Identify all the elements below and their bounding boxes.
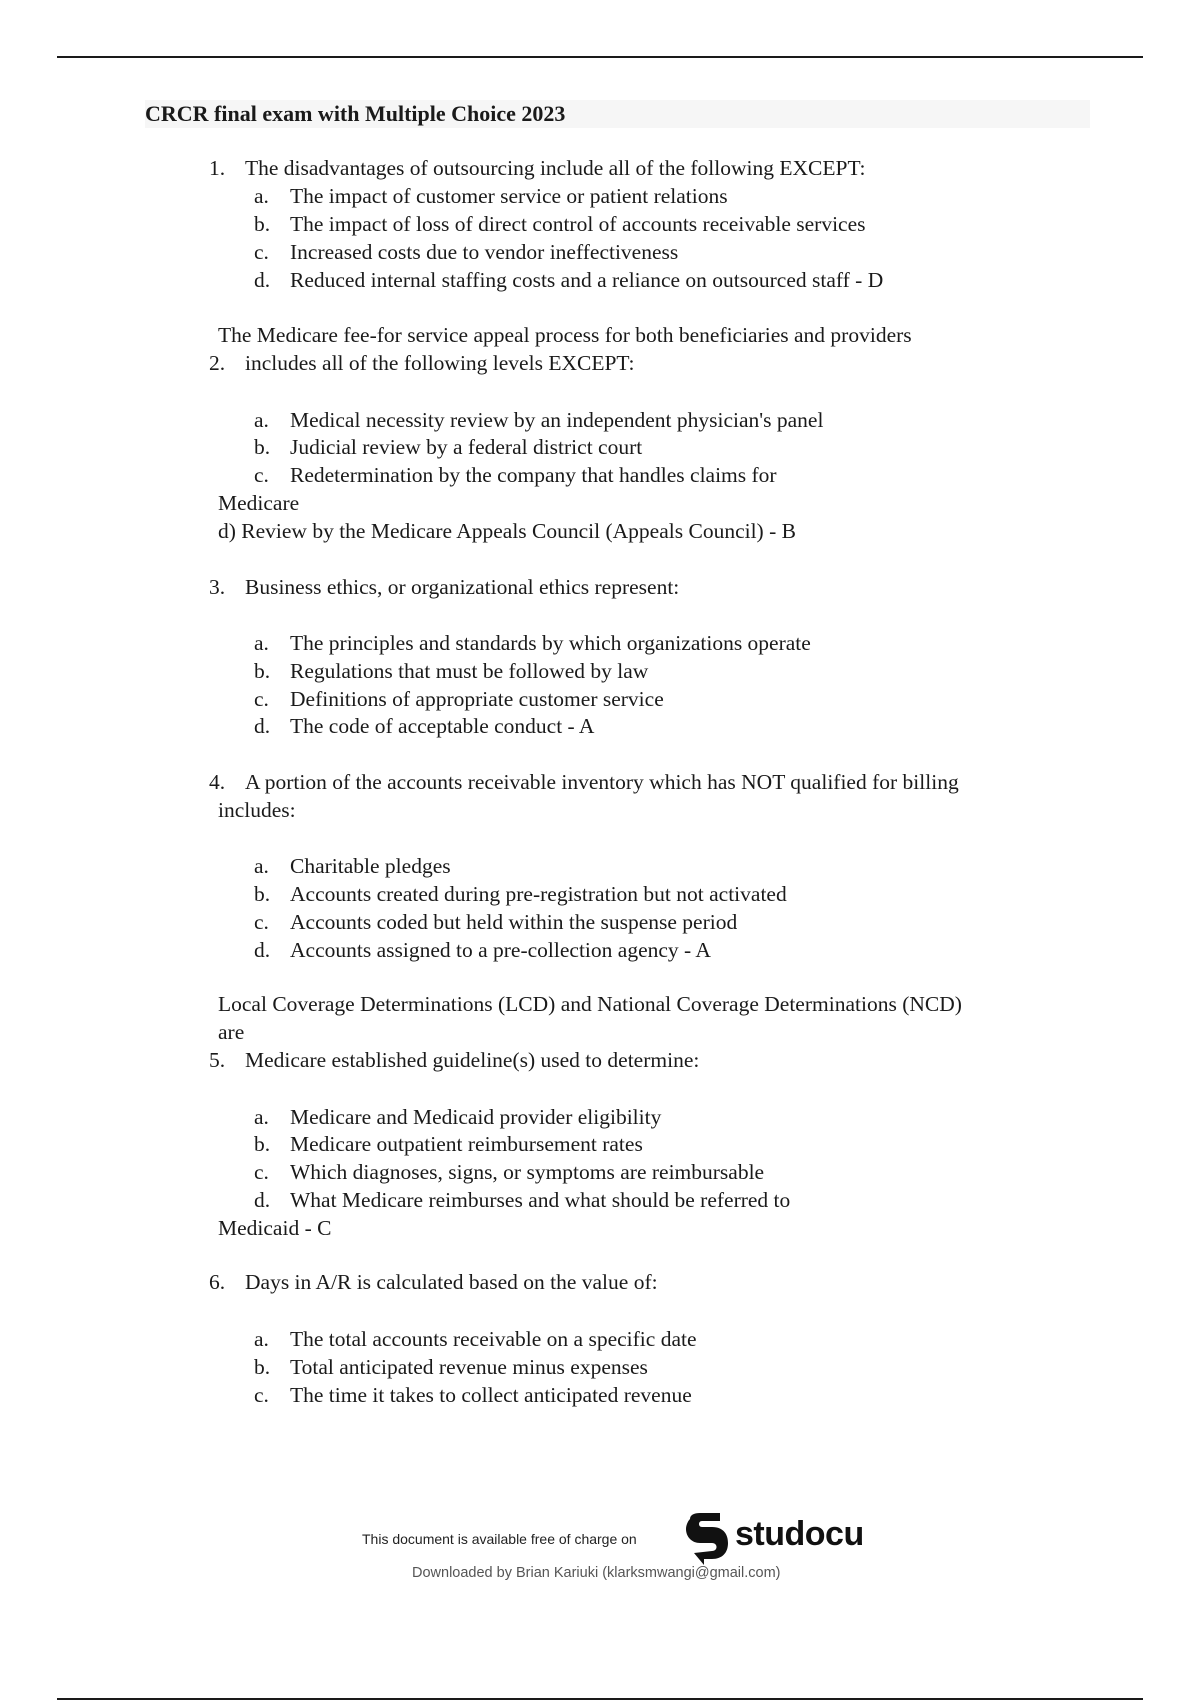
question-text: includes all of the following levels EXCEPT: <box>245 351 635 375</box>
question-pre-text: The Medicare fee-for service appeal process for both beneficiaries and providers <box>218 323 912 347</box>
option-letter: c. <box>254 1383 269 1407</box>
option-continuation: Medicaid - C <box>218 1216 332 1240</box>
footer-note: This document is available free of charge on <box>362 1531 637 1547</box>
option-text: The principles and standards by which organizations operate <box>290 631 811 655</box>
option-text: The impact of loss of direct control of accounts receivable services <box>290 212 866 236</box>
option-letter: b. <box>254 882 271 906</box>
document-title: CRCR final exam with Multiple Choice 2023 <box>145 100 1090 128</box>
option-letter: a. <box>254 184 269 208</box>
option-text: Which diagnoses, signs, or symptoms are reimbursable <box>290 1160 765 1184</box>
question-pre-text: Local Coverage Determinations (LCD) and National Coverage Determinations (NCD) <box>218 992 962 1016</box>
option-letter: d. <box>254 1188 271 1212</box>
option-text: Medical necessity review by an independent physician's panel <box>290 408 824 432</box>
option-text: The time it takes to collect anticipated revenue <box>290 1383 692 1407</box>
option-text: Definitions of appropriate customer service <box>290 687 664 711</box>
question-number: 6. <box>209 1270 226 1294</box>
option-letter: c. <box>254 1160 269 1184</box>
option-text: Medicare outpatient reimbursement rates <box>290 1132 643 1156</box>
question-number: 2. <box>209 351 226 375</box>
downloaded-by: Downloaded by Brian Kariuki (klarksmwangi@gmail.com) <box>412 1565 781 1581</box>
option-text: Regulations that must be followed by law <box>290 659 649 683</box>
option-letter: d. <box>254 268 271 292</box>
option-letter: a. <box>254 408 269 432</box>
question-number: 4. <box>209 770 226 794</box>
option-letter: b. <box>254 212 271 236</box>
question-number: 5. <box>209 1048 226 1072</box>
option-text: Charitable pledges <box>290 854 451 878</box>
question-pre-text: are <box>218 1020 245 1044</box>
option-text: Total anticipated revenue minus expenses <box>290 1355 648 1379</box>
option-text: Increased costs due to vendor ineffectiveness <box>290 240 679 264</box>
option-letter: c. <box>254 910 269 934</box>
option-letter: c. <box>254 463 269 487</box>
question-text: The disadvantages of outsourcing include all of the following EXCEPT: <box>245 156 866 180</box>
option-letter: b. <box>254 1132 271 1156</box>
option-text: Redetermination by the company that handles claims for <box>290 463 777 487</box>
studocu-brand[interactable]: studocu <box>735 1515 864 1553</box>
option-letter: d. <box>254 714 271 738</box>
option-text: The impact of customer service or patient relations <box>290 184 728 208</box>
option-letter: d. <box>254 938 271 962</box>
option-letter: a. <box>254 1327 269 1351</box>
option-letter: a. <box>254 1105 269 1129</box>
option-text: What Medicare reimburses and what should be referred to <box>290 1188 791 1212</box>
option-text: Accounts coded but held within the suspense period <box>290 910 738 934</box>
option-text: Reduced internal staffing costs and a reliance on outsourced staff - D <box>290 268 884 292</box>
question-number: 1. <box>209 156 226 180</box>
option-text: Medicare and Medicaid provider eligibility <box>290 1105 662 1129</box>
option-letter: b. <box>254 435 271 459</box>
option-text: Accounts assigned to a pre-collection agency - A <box>290 938 711 962</box>
question-text: A portion of the accounts receivable inventory which has NOT qualified for billing <box>245 770 959 794</box>
option-text: d) Review by the Medicare Appeals Council (Appeals Council) - B <box>218 519 796 543</box>
question-text: Days in A/R is calculated based on the value of: <box>245 1270 658 1294</box>
question-continuation: includes: <box>218 798 296 822</box>
top-rule <box>57 56 1143 58</box>
option-text: The total accounts receivable on a specific date <box>290 1327 697 1351</box>
question-text: Business ethics, or organizational ethics represent: <box>245 575 680 599</box>
option-text: Accounts created during pre-registration but not activated <box>290 882 787 906</box>
question-number: 3. <box>209 575 226 599</box>
option-continuation: Medicare <box>218 491 300 515</box>
option-text: The code of acceptable conduct - A <box>290 714 595 738</box>
option-letter: c. <box>254 687 269 711</box>
question-text: Medicare established guideline(s) used to determine: <box>245 1048 700 1072</box>
option-letter: c. <box>254 240 269 264</box>
option-letter: b. <box>254 659 271 683</box>
option-letter: a. <box>254 854 269 878</box>
option-letter: b. <box>254 1355 271 1379</box>
studocu-logo-icon <box>680 1513 730 1565</box>
option-text: Judicial review by a federal district court <box>290 435 643 459</box>
option-letter: a. <box>254 631 269 655</box>
